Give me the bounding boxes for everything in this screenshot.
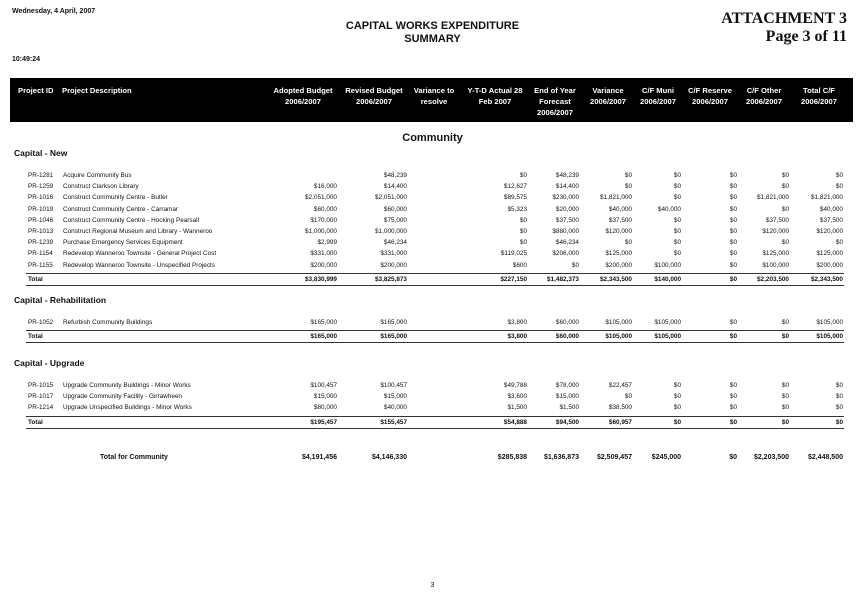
cell-adopted: $2,999 — [317, 239, 337, 247]
cell-ytd: $3,600 — [507, 393, 527, 401]
table-row — [0, 260, 865, 271]
project-id: PR-1281 — [28, 172, 54, 179]
col-adopted-budget: Adopted Budget 2006/2007 — [273, 86, 333, 106]
cell-cf-other: $0 — [781, 205, 789, 213]
report-title-line2: SUMMARY — [404, 33, 461, 45]
cell-adopted: $15,000 — [313, 393, 337, 401]
grand-total-cf-reserve: $0 — [729, 454, 737, 461]
grand-total-row — [0, 452, 865, 464]
total-variance: $2,343,500 — [600, 275, 632, 283]
col-ytd-actual: Y-T-D Actual 28 Feb 2007 — [467, 86, 523, 106]
table-row — [0, 317, 865, 328]
group-title: Capital - Upgrade — [14, 358, 85, 368]
cell-ytd: $0 — [519, 216, 527, 224]
page-number: 3 — [430, 582, 435, 589]
cell-adopted: $100,457 — [310, 382, 337, 389]
cell-adopted: $331,000 — [310, 250, 337, 258]
cell-forecast: $0 — [571, 261, 579, 269]
cell-cf-other: $0 — [781, 239, 789, 247]
col-cf-other: C/F Other 2006/2007 — [746, 86, 782, 106]
cell-adopted: $170,000 — [310, 216, 337, 224]
total-revised: $165,000 — [380, 333, 407, 341]
cell-adopted: $16,000 — [313, 183, 337, 191]
project-id: PR-1155 — [28, 261, 53, 269]
cell-total-cf: $0 — [835, 382, 843, 389]
grand-total-cf-muni: $245,000 — [651, 454, 681, 461]
cell-revised: $46,234 — [383, 239, 407, 247]
cell-variance: $22,457 — [608, 382, 632, 389]
project-id: PR-1239 — [28, 239, 54, 247]
cell-forecast: $15,000 — [555, 393, 579, 401]
cell-revised: $1,000,000 — [375, 228, 407, 235]
project-description: Purchase Emergency Services Equipment — [63, 239, 183, 247]
cell-ytd: $12,627 — [503, 183, 527, 191]
cell-cf-muni: $0 — [673, 216, 681, 224]
project-description: Refurbish Community Buildings — [63, 319, 153, 326]
total-label: Total — [28, 418, 43, 426]
cell-ytd: $0 — [519, 172, 527, 179]
total-cf-other: $0 — [781, 333, 789, 341]
total-adopted: $3,830,999 — [305, 275, 337, 283]
col-cf-muni: C/F Muni 2006/2007 — [640, 86, 676, 106]
col-cf-reserve: C/F Reserve 2006/2007 — [688, 86, 732, 106]
cell-forecast: $1,500 — [559, 404, 579, 412]
total-cf-reserve: $0 — [729, 275, 737, 283]
grand-total-total-cf: $2,448,500 — [807, 454, 843, 461]
cell-variance: $0 — [624, 239, 632, 247]
grand-total-cf-other: $2,203,500 — [753, 454, 789, 461]
cell-cf-other: $0 — [781, 393, 789, 401]
cell-ytd: $3,800 — [507, 319, 527, 326]
table-row — [0, 226, 865, 237]
cell-revised: $60,000 — [383, 205, 407, 213]
cell-cf-muni: $0 — [673, 382, 681, 389]
total-adopted: $195,457 — [310, 418, 337, 426]
total-row — [0, 417, 865, 428]
cell-cf-muni: $105,000 — [654, 319, 681, 326]
cell-cf-muni: $0 — [673, 250, 681, 258]
cell-ytd: $49,788 — [503, 382, 527, 389]
project-id: PR-1046 — [28, 216, 54, 224]
cell-adopted: $2,051,000 — [305, 194, 337, 202]
grand-total-ytd: $285,838 — [497, 454, 527, 461]
total-ytd: $54,888 — [503, 418, 527, 426]
project-id: PR-1016 — [28, 194, 54, 202]
cell-forecast: $880,000 — [552, 228, 579, 235]
cell-revised: $48,239 — [383, 172, 407, 179]
cell-adopted: $165,000 — [310, 319, 337, 326]
cell-ytd: $5,323 — [507, 205, 527, 213]
project-description: Construct Community Centre - Butler — [63, 194, 168, 202]
report-time: 10:49:24 — [12, 56, 41, 63]
col-project-id: Project ID — [18, 86, 54, 95]
cell-cf-reserve: $0 — [729, 194, 737, 202]
cell-cf-reserve: $0 — [729, 239, 737, 247]
table-row — [0, 248, 865, 259]
cell-cf-muni: $0 — [673, 393, 681, 401]
total-total-cf: $105,000 — [816, 333, 843, 341]
cell-forecast: $206,000 — [552, 250, 579, 258]
project-id: PR-1214 — [28, 404, 54, 412]
cell-total-cf: $0 — [835, 172, 843, 179]
total-cf-other: $0 — [781, 418, 789, 426]
project-id: PR-1017 — [28, 393, 54, 401]
cell-cf-other: $0 — [781, 183, 789, 191]
cell-forecast: $37,500 — [555, 216, 579, 224]
cell-cf-muni: $0 — [673, 194, 681, 202]
cell-cf-other: $1,821,000 — [757, 194, 789, 202]
cell-variance: $0 — [624, 172, 632, 179]
project-description: Construct Community Centre - Hocking Pearsall — [63, 216, 200, 224]
project-description: Construct Community Centre - Carramar — [63, 205, 179, 213]
total-forecast: $60,000 — [555, 333, 579, 341]
total-forecast: $1,482,373 — [547, 275, 579, 283]
cell-ytd: $89,575 — [503, 194, 527, 202]
col-end-of-year-forecast: End of Year Forecast 2006/2007 — [534, 86, 576, 117]
cell-adopted: $200,000 — [310, 261, 337, 269]
cell-variance: $40,000 — [608, 205, 632, 213]
cell-cf-other: $100,000 — [762, 261, 789, 269]
project-description: Upgrade Unspecified Buildings - Minor Works — [63, 404, 192, 412]
project-description: Acquire Community Bus — [63, 172, 132, 179]
cell-cf-other: $37,500 — [765, 216, 789, 224]
table-row — [0, 237, 865, 248]
cell-cf-other: $125,000 — [762, 250, 789, 258]
grand-total-revised: $4,146,330 — [371, 454, 407, 461]
cell-revised: $40,000 — [383, 404, 407, 412]
total-cf-reserve: $0 — [729, 418, 737, 426]
cell-variance: $37,500 — [608, 216, 632, 224]
cell-total-cf: $0 — [835, 393, 843, 401]
cell-variance: $105,000 — [605, 319, 632, 326]
total-cf-muni: $105,000 — [654, 333, 681, 341]
cell-cf-muni: $40,000 — [657, 205, 681, 213]
cell-ytd: $1,500 — [507, 404, 527, 412]
cell-cf-other: $0 — [781, 382, 789, 389]
cell-cf-reserve: $0 — [729, 261, 737, 269]
cell-variance: $0 — [624, 393, 632, 401]
total-row — [0, 274, 865, 285]
cell-forecast: $46,234 — [555, 239, 579, 247]
table-row — [0, 380, 865, 391]
total-revised: $3,825,873 — [375, 275, 407, 283]
total-revised: $155,457 — [380, 418, 407, 426]
cell-ytd: $600 — [512, 261, 527, 269]
project-description: Construct Regional Museum and Library - Wanneroo — [63, 228, 213, 235]
table-row — [0, 181, 865, 192]
cell-forecast: $60,000 — [555, 319, 579, 326]
project-id: PR-1154 — [28, 250, 53, 258]
cell-revised: $165,000 — [380, 319, 407, 326]
total-total-cf: $0 — [835, 418, 843, 426]
cell-adopted: $1,000,000 — [305, 228, 337, 235]
cell-cf-reserve: $0 — [729, 216, 737, 224]
project-id: PR-1013 — [28, 228, 54, 235]
cell-variance: $200,000 — [605, 261, 632, 269]
cell-cf-muni: $0 — [673, 172, 681, 179]
total-forecast: $94,500 — [555, 418, 579, 426]
cell-variance: $1,821,000 — [600, 194, 632, 202]
cell-variance: $38,500 — [608, 404, 632, 412]
total-ytd: $227,150 — [500, 275, 527, 283]
project-description: Redevelop Wanneroo Townsite - General Project Cost — [63, 250, 217, 258]
total-cf-other: $2,203,500 — [757, 275, 789, 283]
cell-total-cf: $0 — [835, 239, 843, 247]
column-header-bar — [10, 78, 853, 122]
cell-cf-reserve: $0 — [729, 172, 737, 179]
cell-total-cf: $40,000 — [819, 205, 843, 213]
cell-adopted: $60,000 — [313, 205, 337, 213]
cell-cf-muni: $0 — [673, 239, 681, 247]
table-row — [0, 215, 865, 226]
cell-total-cf: $125,000 — [816, 250, 843, 258]
cell-cf-reserve: $0 — [729, 228, 737, 235]
cell-revised: $331,000 — [380, 250, 407, 258]
table-row — [0, 391, 865, 402]
table-row — [0, 170, 865, 181]
cell-total-cf: $200,000 — [816, 261, 843, 269]
project-id: PR-1019 — [28, 205, 54, 213]
cell-forecast: $48,239 — [555, 172, 579, 179]
cell-cf-reserve: $0 — [729, 183, 737, 191]
grand-total-adopted: $4,191,456 — [301, 454, 337, 461]
cell-cf-reserve: $0 — [729, 250, 737, 258]
cell-cf-reserve: $0 — [729, 393, 737, 401]
cell-revised: $2,051,000 — [375, 194, 407, 202]
cell-total-cf: $120,000 — [816, 228, 843, 235]
project-description: Construct Clarkson Library — [63, 183, 139, 191]
total-adopted: $165,000 — [310, 333, 337, 341]
total-row — [0, 331, 865, 342]
col-variance-to-resolve: Variance to resolve — [413, 86, 455, 106]
cell-ytd: $119,025 — [500, 250, 527, 258]
project-description: Upgrade Community Buildings - Minor Works — [63, 382, 191, 389]
cell-cf-muni: $0 — [673, 228, 681, 235]
table-row — [0, 402, 865, 413]
total-variance: $60,957 — [608, 418, 632, 426]
cell-cf-other: $0 — [781, 319, 789, 326]
cell-adopted: $80,000 — [313, 404, 337, 412]
attachment-label — [721, 10, 847, 46]
table-row — [0, 204, 865, 215]
cell-forecast: $20,000 — [555, 205, 579, 213]
cell-forecast: $230,000 — [552, 194, 579, 202]
total-cf-reserve: $0 — [729, 333, 737, 341]
table-row — [0, 192, 865, 203]
project-id: PR-1015 — [28, 382, 54, 389]
total-label: Total — [28, 333, 43, 341]
project-id: PR-1052 — [28, 319, 54, 326]
cell-total-cf: $105,000 — [816, 319, 843, 326]
group-title: Capital - Rehabilitation — [14, 295, 107, 305]
cell-total-cf: $0 — [835, 404, 843, 412]
total-label: Total — [28, 275, 43, 283]
cell-ytd: $0 — [519, 228, 527, 235]
cell-forecast: $14,400 — [555, 183, 579, 191]
project-id: PR-1259 — [28, 183, 54, 191]
cell-variance: $120,000 — [605, 228, 632, 235]
cell-cf-other: $120,000 — [762, 228, 789, 235]
cell-cf-muni: $0 — [673, 183, 681, 191]
report-date: Wednesday, 4 April, 2007 — [12, 8, 96, 15]
cell-cf-reserve: $0 — [729, 319, 737, 326]
report-title-line1: CAPITAL WORKS EXPENDITURE — [345, 20, 520, 32]
cell-revised: $14,400 — [383, 183, 407, 191]
total-underline — [26, 285, 844, 286]
grand-total-label: Total for Community — [100, 454, 168, 461]
page-of-total: Page 3 of 11 — [765, 28, 847, 45]
grand-total-forecast: $1,636,873 — [543, 454, 579, 461]
cell-revised: $200,000 — [380, 261, 407, 269]
grand-total-variance: $2,509,457 — [596, 454, 632, 461]
col-variance: Variance 2006/2007 — [590, 86, 626, 106]
attachment-number: ATTACHMENT 3 — [721, 10, 847, 27]
total-cf-muni: $0 — [673, 418, 681, 426]
total-total-cf: $2,343,500 — [811, 275, 843, 283]
col-revised-budget: Revised Budget 2006/2007 — [345, 86, 403, 106]
total-ytd: $3,800 — [507, 333, 527, 341]
cell-cf-reserve: $0 — [729, 205, 737, 213]
total-cf-muni: $140,000 — [654, 275, 681, 283]
total-underline — [26, 428, 844, 429]
cell-forecast: $78,000 — [555, 382, 579, 389]
group-title: Capital - New — [14, 148, 68, 158]
cell-variance: $0 — [624, 183, 632, 191]
project-description: Upgrade Community Facility - Girrawheen — [63, 393, 182, 401]
cell-revised: $15,000 — [383, 393, 407, 401]
cell-revised: $75,000 — [383, 216, 407, 224]
cell-total-cf: $0 — [835, 183, 843, 191]
project-description: Redevelop Wanneroo Townsite - Unspecified Projects — [63, 261, 216, 269]
cell-variance: $125,000 — [605, 250, 632, 258]
col-total-cf: Total C/F 2006/2007 — [801, 86, 837, 106]
cell-cf-muni: $100,000 — [654, 261, 681, 269]
cell-total-cf: $37,500 — [819, 216, 843, 224]
total-underline — [26, 342, 844, 343]
cell-cf-reserve: $0 — [729, 382, 737, 389]
cell-total-cf: $1,821,000 — [811, 194, 843, 202]
cell-cf-muni: $0 — [673, 404, 681, 412]
cell-ytd: $0 — [519, 239, 527, 247]
total-variance: $105,000 — [605, 333, 632, 341]
cell-cf-other: $0 — [781, 172, 789, 179]
col-project-description: Project Description — [62, 86, 132, 95]
cell-cf-reserve: $0 — [729, 404, 737, 412]
cell-cf-other: $0 — [781, 404, 789, 412]
cell-revised: $100,457 — [380, 382, 407, 389]
section-title: Community — [402, 132, 463, 144]
